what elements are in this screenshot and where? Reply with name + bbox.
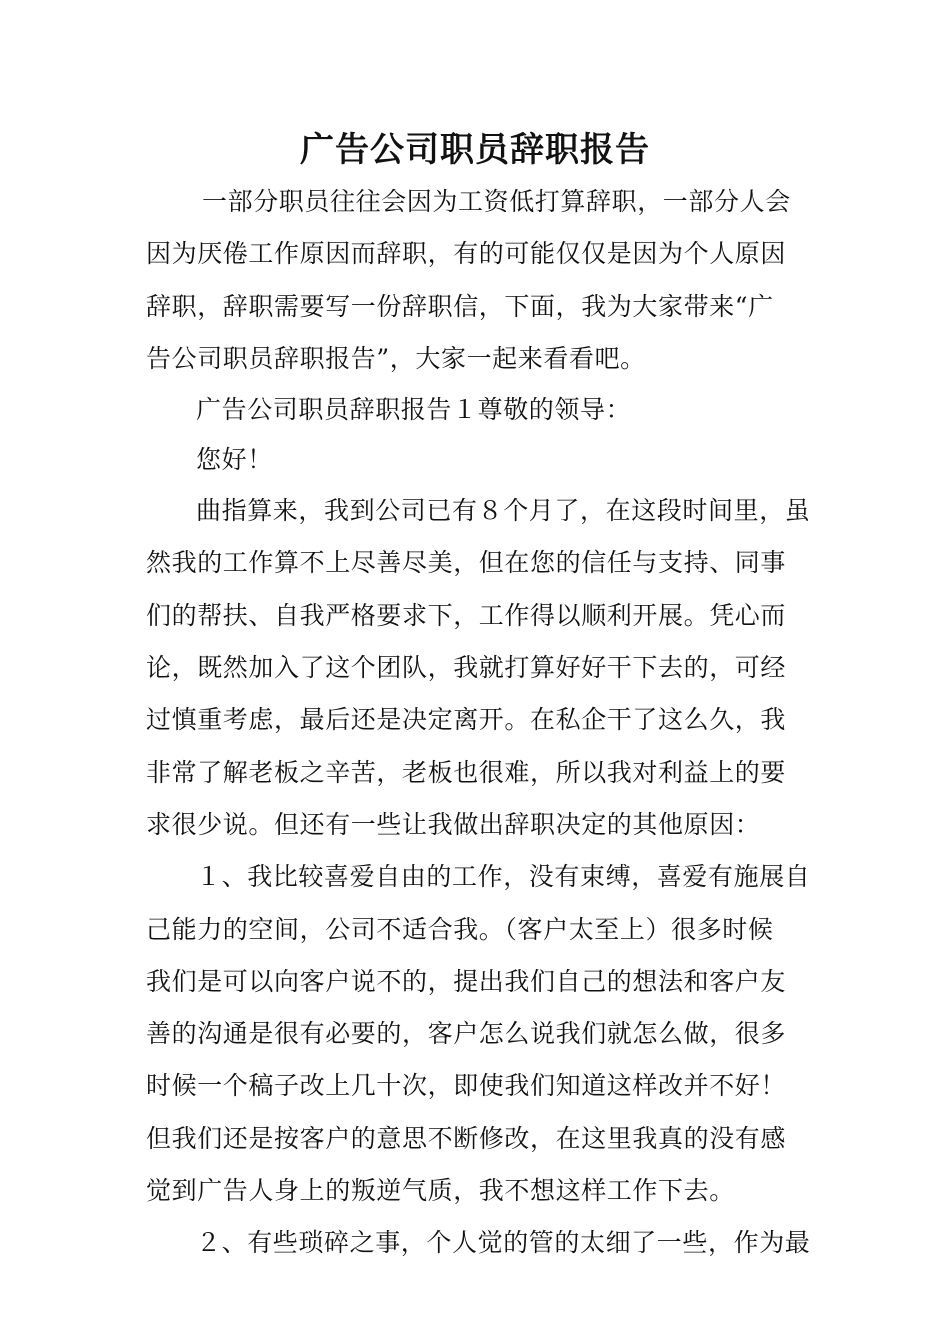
paragraph-line: 觉到广告人身上的叛逆气质，我不想这样工作下去。 <box>146 1176 735 1206</box>
paragraph-line: 因为厌倦工作原因而辞职，有的可能仅仅是因为个人原因 <box>146 239 787 269</box>
paragraph-line: 广告公司职员辞职报告１尊敬的领导： <box>196 395 632 425</box>
paragraph-line: 一部分职员往往会因为工资低打算辞职，一部分人会 <box>202 187 791 216</box>
document-title: 广告公司职员辞职报告 <box>300 130 650 170</box>
paragraph-line: １、我比较喜爱自由的工作，没有束缚，喜爱有施展自 <box>196 862 811 892</box>
paragraph-line: 们的帮扶、自我严格要求下，工作得以顺利开展。凭心而 <box>146 600 787 630</box>
paragraph-line: 我们是可以向客户说不的，提出我们自己的想法和客户友 <box>146 966 787 996</box>
paragraph-line: 己能力的空间，公司不适合我。（客户太至上）很多时候 <box>146 914 774 944</box>
paragraph-line: 时候一个稿子改上几十次，即使我们知道这样改并不好！ <box>146 1071 787 1101</box>
paragraph-line: 但我们还是按客户的意思不断修改，在这里我真的没有感 <box>146 1123 787 1153</box>
paragraph-line: 论，既然加入了这个团队，我就打算好好干下去的，可经 <box>146 653 787 683</box>
paragraph-line: 过慎重考虑，最后还是决定离开。在私企干了这么久，我 <box>146 705 787 735</box>
paragraph-line: 您好！ <box>196 445 273 475</box>
paragraph-line: 非常了解老板之辛苦，老板也很难，所以我对利益上的要 <box>146 757 787 787</box>
paragraph-line: 求很少说。但还有一些让我做出辞职决定的其他原因： <box>146 809 761 839</box>
paragraph-line: 然我的工作算不上尽善尽美，但在您的信任与支持、同事 <box>146 548 787 578</box>
paragraph-line: ２、有些琐碎之事，个人觉的管的太细了一些，作为最 <box>196 1228 811 1258</box>
document-body <box>146 176 811 1270</box>
paragraph-line: 善的沟通是很有必要的，客户怎么说我们就怎么做，很多 <box>146 1019 787 1049</box>
paragraph-line: 曲指算来，我到公司已有８个月了，在这段时间里，虽 <box>196 496 811 526</box>
paragraph-line: 告公司职员辞职报告”，大家一起来看看吧。 <box>146 343 646 373</box>
paragraph-line: 辞职，辞职需要写一份辞职信，下面，我为大家带来“广 <box>146 291 774 321</box>
